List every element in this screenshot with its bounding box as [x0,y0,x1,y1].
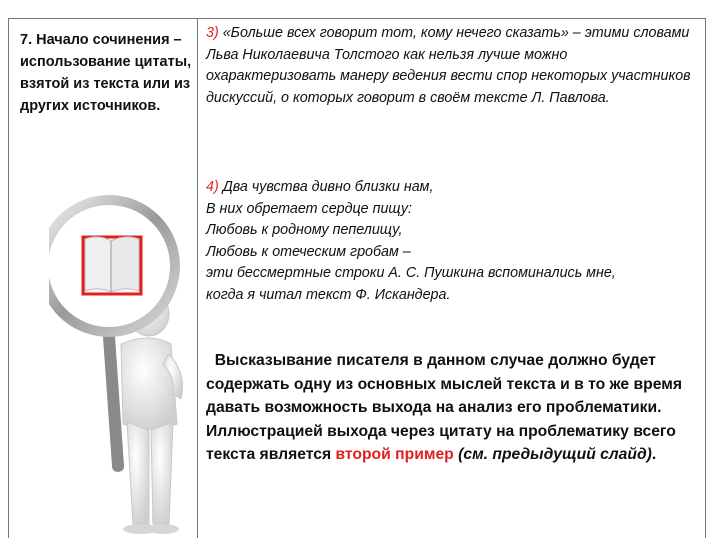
explanation-text: Высказывание писателя в данном случае должно будет содержать одну из основных мыслей текста и в то же время давать возможность выхода на анализ его проблематики. Иллюстрацией выхода через цитату на проблематику всего текста является [206,352,683,463]
example-text: «Больше всех говорит тот, кому нечего сказать» – этими словами Льва Николаевича Толстого как нельзя лучше можно охарактеризовать манеру ведения вести спор некоторых участников дискуссий, о которых говорит в своём тексте Л. Павлова. [206,25,691,106]
example-quote-4 [206,177,701,306]
example-text-line: когда я читал текст Ф. Искандера. [206,286,451,303]
explanation-paragraph [206,349,696,467]
example-quote-3 [206,23,701,109]
sentence-end: . [651,446,657,463]
magnifier-person-book-icon [49,194,199,539]
left-cell [8,18,198,538]
poem-line: Два чувства дивно близки нам, [222,179,434,195]
example-text-line: эти бессмертные строки А. С. Пушкина вспоминались мне, [206,265,616,281]
right-cell [198,18,706,538]
section-heading: 7. Начало сочинения – использование цитаты, взятой из текста или из других источников. [20,32,192,114]
poem-line: В них обретает сердце пищу: [206,200,413,217]
poem-line: Любовь к отеческим гробам – [206,243,411,260]
highlight-second-example: второй пример [335,446,454,463]
poem-line: Любовь к родному пепелищу, [206,222,403,238]
reference-previous-slide: (см. предыдущий слайд) [458,446,652,463]
example-number: 3) [206,25,219,41]
example-number: 4) [206,179,219,195]
